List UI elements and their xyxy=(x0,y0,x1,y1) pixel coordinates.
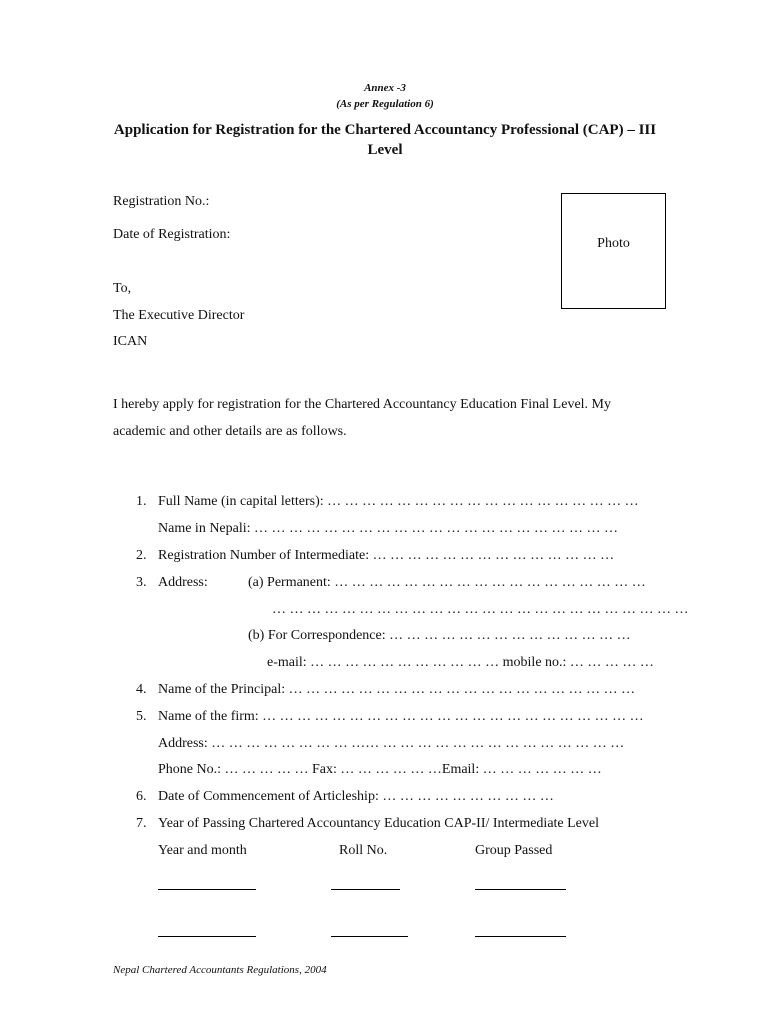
photo-box xyxy=(561,193,666,309)
full-name-field: Full Name (in capital letters): … … … … … … … … … … … … … … … … … … xyxy=(158,494,639,509)
blank-line-group-1 xyxy=(475,889,566,890)
to-label: To, xyxy=(113,281,132,296)
permanent-address-field: (a) Permanent: … … … … … … … … … … … … … … … … … … xyxy=(248,575,646,590)
correspondence-address-field: (b) For Correspondence: … … … … … … … … … … … … … … xyxy=(248,628,631,643)
page-title-line2: Level xyxy=(367,142,403,158)
firm-contact-field: Phone No.: … … … … … Fax: … … … … … …Email: … … … … … … … xyxy=(158,762,602,777)
blank-line-year-1 xyxy=(158,889,256,890)
item-3-number: 3. xyxy=(136,575,147,590)
col-roll-no: Roll No. xyxy=(339,843,388,858)
item-2-number: 2. xyxy=(136,548,147,563)
passing-year-heading: Year of Passing Chartered Accountancy Education CAP-II/ Intermediate Level xyxy=(158,816,599,831)
blank-line-year-2 xyxy=(158,936,256,937)
firm-address-field: Address: … … … … … … … … …… … … … … … … … … … … … … … … xyxy=(158,736,625,751)
col-group-passed: Group Passed xyxy=(475,843,553,858)
intermediate-reg-field: Registration Number of Intermediate: … … … … … … … … … … … … … … xyxy=(158,548,615,563)
email-mobile-field: e-mail: … … … … … … … … … … … mobile no.: … … … … … xyxy=(267,655,654,670)
date-of-registration-label: Date of Registration: xyxy=(113,227,231,242)
item-1-number: 1. xyxy=(136,494,147,509)
articleship-date-field: Date of Commencement of Articleship: … … … … … … … … … … xyxy=(158,789,554,804)
org-label: ICAN xyxy=(113,334,148,349)
blank-line-group-2 xyxy=(475,936,566,937)
blank-line-roll-1 xyxy=(331,889,400,890)
item-6-number: 6. xyxy=(136,789,147,804)
item-5-number: 5. xyxy=(136,709,147,724)
page-title-line1: Application for Registration for the Chartered Accountancy Professional (CAP) – III xyxy=(113,122,657,138)
firm-name-field: Name of the firm: … … … … … … … … … … … … … … … … … … … … … … xyxy=(158,709,644,724)
recipient-label: The Executive Director xyxy=(113,308,245,323)
col-year-month: Year and month xyxy=(158,843,247,858)
address-label: Address: xyxy=(158,575,208,590)
name-nepali-field: Name in Nepali: … … … … … … … … … … … … … … … … … … … … … xyxy=(158,521,619,536)
blank-line-roll-2 xyxy=(331,936,408,937)
photo-label: Photo xyxy=(597,236,630,251)
intro-line2: academic and other details are as follows. xyxy=(113,424,347,439)
annex-label: Annex -3 xyxy=(364,82,406,94)
item-4-number: 4. xyxy=(136,682,147,697)
permanent-address-cont: … … … … … … … … … … … … … … … … … … … … … … … … xyxy=(272,602,689,617)
registration-no-label: Registration No.: xyxy=(113,194,210,209)
principal-name-field: Name of the Principal: … … … … … … … … … … … … … … … … … … … … xyxy=(158,682,636,697)
regulation-label: (As per Regulation 6) xyxy=(336,98,434,110)
item-7-number: 7. xyxy=(136,816,147,831)
intro-line1: I hereby apply for registration for the Chartered Accountancy Education Final Level. My xyxy=(113,397,611,412)
footer-text: Nepal Chartered Accountants Regulations, 2004 xyxy=(113,964,327,976)
